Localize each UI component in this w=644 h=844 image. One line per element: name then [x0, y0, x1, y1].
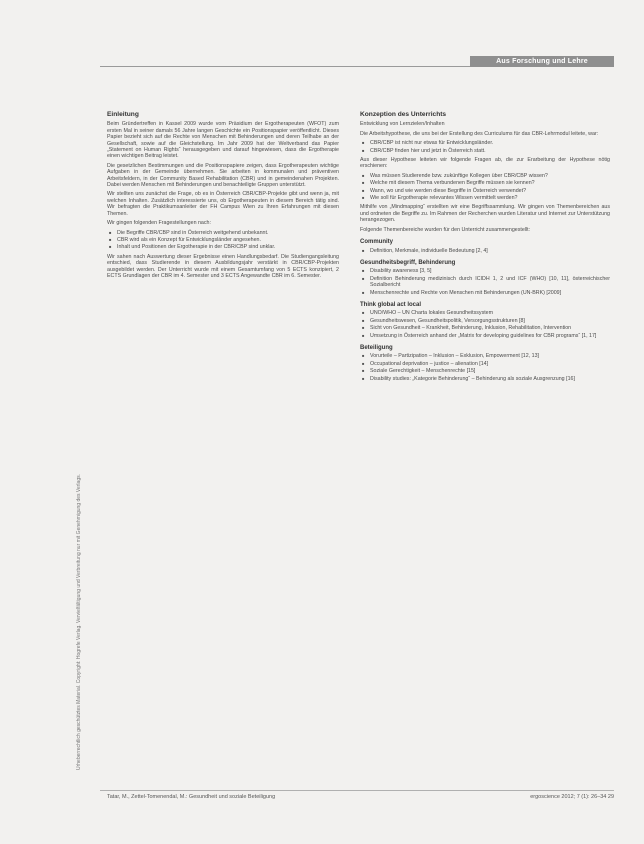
section-tab: Aus Forschung und Lehre — [470, 56, 614, 67]
footer-page-info: ergoscience 2012; 7 (1): 26–34 29 — [530, 794, 614, 800]
list-item: ■ Wann, wo und wie werden diese Begriffe in Österreich verwendet? — [370, 188, 610, 194]
left-column — [107, 112, 339, 282]
right-paragraph-3: Aus dieser Hypothese leiteten wir folgende Fragen ab, die zur Erarbeitung der Hypothese nötig erschienen: — [360, 157, 610, 170]
question-list — [360, 173, 610, 202]
side-note-text: Urheberrechtlich geschütztes Material. Copyright: Hogrefe Verlag. Vervielfältigung und Verbreitung nur mit Genehmigung des Verlags. — [76, 474, 82, 770]
right-paragraph-2: Die Arbeitshypothese, die uns bei der Erstellung des Curriculums für das CBR-Lehrmodul leitete, war: — [360, 130, 599, 137]
list-item: ■ CBR wird als ein Konzept für Entwicklungsländer angesehen. — [117, 237, 339, 243]
list-item: ■ Soziale Gerechtigkeit – Menschenrechte [15] — [370, 368, 610, 374]
list-item: ■ Die Begriffe CBR/CBP sind in Österreich weitgehend unbekannt. — [117, 230, 339, 236]
list-item: ■ Was müssen Studierende bzw. zukünftige Kollegen über CBR/CBP wissen? — [370, 173, 610, 179]
list-item: ■ Sicht von Gesundheit – Krankheit, Behinderung, Inklusion, Rehabilitation, Intervention — [370, 325, 610, 331]
right-paragraph-5: Folgende Themenbereiche wurden für den Unterricht zusammengestellt: — [360, 226, 531, 233]
list-item: ■ CBR/CBP finden hier und jetzt in Österreich statt. — [370, 148, 610, 154]
list-item: ■ Disability studies: „Kategorie Behinderung“ – Behinderung als soziale Ausgrenzung [16] — [370, 376, 610, 382]
list-item: ■ Disability awareness [3, 5] — [370, 268, 610, 274]
left-paragraph-5: Wir sahen nach Auswertung dieser Ergebnisse einen Handlungsbedarf. Die Studiengangsleitung entschied, dass Studierende in diesem Ausbildungsjahr verstärkt in CBR/CBP-Projekten ausgebildet werden. Der Unterricht wurde mit einem Gesamtumfang von 5 ECTS konzipiert, 2 ECTS Grundlagen der CBR im 4. Semester und 3 ECTS Angewandte CBR im 6. Semester. — [107, 253, 339, 279]
left-paragraph-1: Beim Gründertreffen in Kassel 2009 wurde vom Präsidium der Ergotherapeuten (WFOT) zum ersten Mal in seiner damals 56 Jahre langen Geschichte ein Positionspapier veröffentlicht. Dieses Papier bezieht sich auf die Rechte von Menschen mit Behinderungen und deren Teilhabe an der Gesellschaft, sowie auf die Gleichstellung. Im Jahr 2009 hat der Weltverband das Papier „Statement on Human Rights“ herausgegeben und darauf hingewiesen, dass die Ergotherapie einen wichtigen Beitrag leistet. — [107, 121, 339, 160]
list-item: ■ Definition, Merkmale, individuelle Bedeutung [2, 4] — [370, 248, 610, 254]
list-item: ■ Vorurteile – Partizipation – Inklusion – Exklusion, Empowerment [12, 13] — [370, 353, 610, 359]
list-item: ■ Umsetzung in Österreich anhand der „Matrix for developing guidelines for CBR programs“ [1, 17] — [370, 333, 610, 339]
list-item: ■ Welche mit diesem Thema verbundenen Begriffe müssen sie kennen? — [370, 180, 610, 186]
right-paragraph-4: Mithilfe von „Mindmapping“ erstellten wir eine Begriffssammlung. Wir gingen von Themenbereichen aus und ordneten die Begriffe zu. Im Rahmen der Recherchen wurden Literatur und Internet zur Unterstützung herangezogen. — [360, 204, 610, 224]
section-heading: Community — [360, 239, 393, 246]
left-paragraph-2: Die gesetzlichen Bestimmungen und die Positionspapiere zeigen, dass Ergotherapeuten wichtige Aufgaben in der Gemeinde übernehmen. Sie arbeiten in kommunalen und präventiven Arbeitsfeldern, in der Community Based Rehabilitation (CBR) und in gemeindenahen Projekten. Dabei werden Menschen mit Behinderungen und benachteiligte Gruppen unterstützt. — [107, 162, 339, 189]
footer-rule — [100, 790, 614, 791]
footer-citation: Tatar, M., Zettel-Tomenendal, M.: Gesundheit und soziale Beteiligung — [107, 794, 276, 800]
section-heading: Gesundheitsbegriff, Behinderung — [360, 259, 456, 266]
right-heading: Konzeption des Unterrichts — [360, 111, 447, 118]
left-list — [107, 230, 339, 251]
list-item: ■ Occupational deprivation – justice – alienation [14] — [370, 361, 610, 367]
right-column — [360, 112, 610, 385]
left-paragraph-4: Wir gingen folgenden Fragestellungen nach: — [107, 220, 211, 227]
list-item: ■ UNO/WHO – UN Charta lokales Gesundheitssystem — [370, 310, 610, 316]
list-item: ■ Inhalt und Positionen der Ergotherapie in der CBR/CBP sind unklar. — [117, 244, 339, 250]
list-item: ■ CBR/CBP ist nicht nur etwas für Entwicklungsländer. — [370, 140, 610, 146]
section-heading: Beteiligung — [360, 344, 393, 351]
section-list — [360, 268, 610, 296]
hypothesis-list — [360, 140, 610, 154]
list-item: ■ Wie soll für Ergotherapie relevantes Wissen vermittelt werden? — [370, 195, 610, 201]
list-item: ■ Menschenrechte und Rechte von Menschen mit Behinderungen (UN-BRK) [2009] — [370, 290, 610, 296]
section-list — [360, 353, 610, 382]
list-item: ■ Gesundheitswesen, Gesundheitspolitik, Versorgungsstrukturen [8] — [370, 318, 610, 324]
copyright-side-note — [74, 100, 86, 770]
list-item: ■ Definition Behinderung medizinisch durch ICIDH 1, 2 und ICF (WHO) [10, 11], österreichischer Sozialbericht — [370, 276, 610, 289]
section-list — [360, 248, 610, 254]
left-paragraph-3: Wir stellten uns zunächst die Frage, ob es in Österreich CBR/CBP-Projekte gibt und wenn ja, mit welchen Inhalten. Zusätzlich interessierte uns, ob Ergotherapeuten in diesem Bereich tätig sind. Wir befragten die Praktikumsanleiter der FH Campus Wien zu Ihren Erfahrungen mit diesen Themen. — [107, 191, 339, 217]
left-heading: Einleitung — [107, 111, 139, 118]
section-list — [360, 310, 610, 339]
section-heading: Think global act local — [360, 301, 422, 308]
right-paragraph-1: Entwicklung von Lernzielen/Inhalten — [360, 121, 445, 128]
